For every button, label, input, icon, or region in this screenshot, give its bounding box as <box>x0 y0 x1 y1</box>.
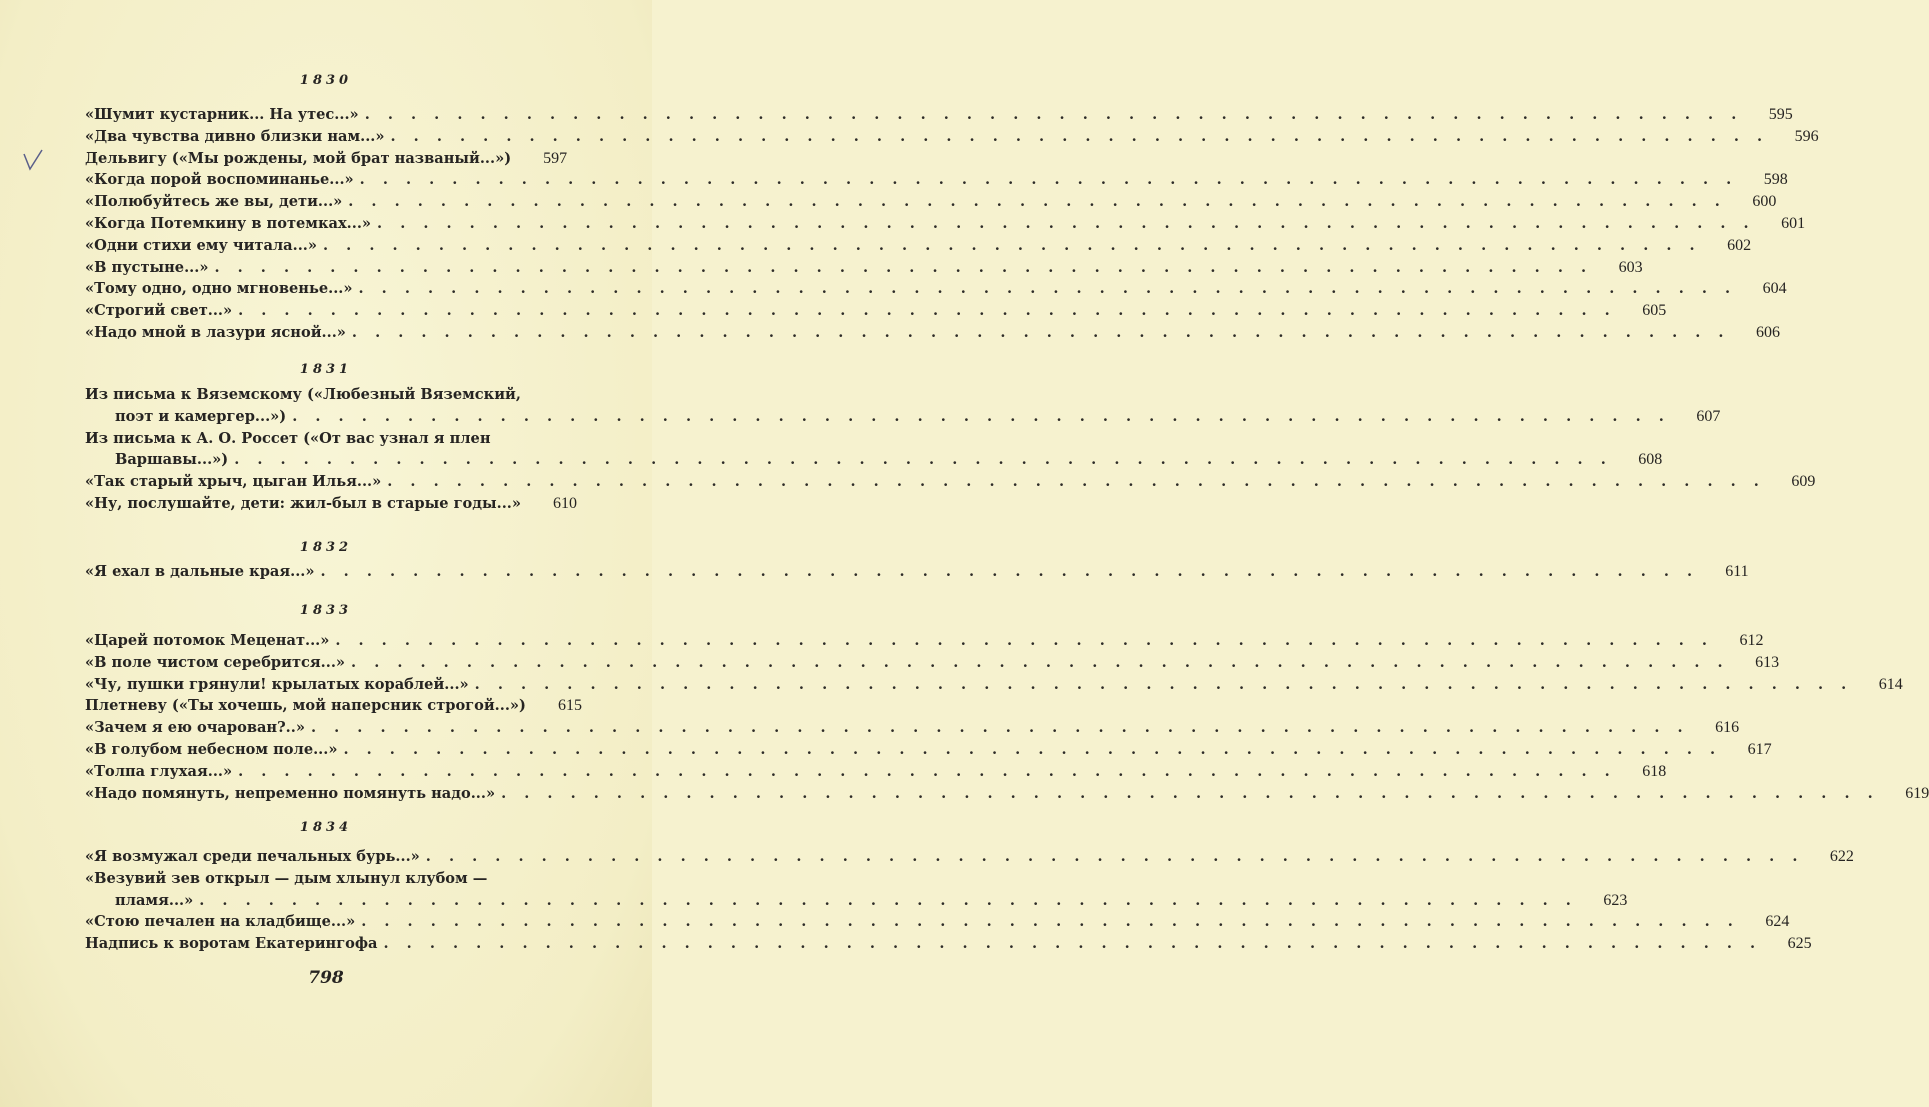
dot-leader: . . . . . . . . . . . . . . . . . . . . . . . . . . . . . . . . . . . . . . . . . . . . . . . . . . . . . . . . . . . . <box>310 719 1690 737</box>
toc-entry-line <box>85 257 1643 279</box>
dot-leader: . . . . . . . . . . . . . . . . . . . . . . . . . . . . . . . . . . . . . . . . . . . . . . . . . . . . . . . . . . . . <box>359 171 1738 189</box>
toc-entry-line <box>85 890 1628 912</box>
toc-section <box>85 104 1819 344</box>
toc-entry-line <box>85 868 565 890</box>
toc-entry-line <box>85 384 565 406</box>
toc-entry-title: Из письма к А. О. Россет («От вас узнал я плен <box>85 429 491 447</box>
toc-page-number: 601 <box>1781 214 1806 232</box>
toc-entry[interactable] <box>85 761 1667 783</box>
toc-entry-title: поэт и камергер...») <box>115 407 287 425</box>
toc-entry[interactable] <box>85 126 1819 148</box>
dot-leader: . . . . . . . . . . . . . . . . . . . . . . . . . . . . . . . . . . . . . . . . . . . . . . . . . . . . . . . . . . . . <box>214 258 1593 276</box>
toc-entry-title: «В голубом небесном поле...» <box>85 740 338 758</box>
toc-entry-line <box>85 213 1806 235</box>
toc-page-number: 602 <box>1727 236 1752 254</box>
dot-leader: . . . . . . . . . . . . . . . . . . . . . . . . . . . . . . . . . . . . . . . . . . . . . . . . . . . . . . . . . . . . <box>351 323 1731 341</box>
toc-entry-line <box>85 911 1790 933</box>
toc-entry[interactable] <box>85 911 1790 933</box>
toc-page-number: 607 <box>1696 407 1721 425</box>
section-year-heading: 1834 <box>299 820 353 835</box>
toc-entry[interactable] <box>85 868 1628 912</box>
toc-entry[interactable] <box>85 322 1781 344</box>
dot-leader: . . . . . . . . . . . . . . . . . . . . . . . . . . . . . . . . . . . . . . . . . . . . . . . . . . . . . . . . . . . . <box>348 193 1727 211</box>
section-year-heading: 1830 <box>299 73 353 88</box>
toc-entry[interactable] <box>85 169 1788 191</box>
toc-entry-title: «Зачем я ею очарован?..» <box>85 719 305 737</box>
section-year-heading: 1833 <box>299 603 353 618</box>
toc-entry-title: «Я ехал в дальные края...» <box>85 563 315 580</box>
dot-leader: . . . . . . . . . . . . . . . . . . . . . . . . . . . . . . . . . . . . . . . . . . . . . . . . . . . . . . . . . . . . <box>199 891 1578 909</box>
toc-entry[interactable] <box>85 213 1806 235</box>
toc-entry[interactable] <box>85 384 1721 428</box>
toc-page-number: 611 <box>1725 563 1749 580</box>
toc-entry[interactable] <box>85 104 1793 126</box>
handwritten-checkmark-icon <box>22 148 44 172</box>
toc-entry-title: «Когда Потемкину в потемках...» <box>85 214 372 232</box>
toc-entry-title: «Одни стихи ему читала...» <box>85 236 318 254</box>
toc-page-number: 615 <box>557 697 582 715</box>
dot-leader: . . . . . . . . . . . . . . . . . . . . . . . . . . . . . . . . . . . . . . . . . . . . . . . . . . . . . . . . . . . . <box>364 106 1743 123</box>
toc-entry-line <box>85 126 1819 148</box>
toc-section <box>85 630 1929 804</box>
toc-entry-title: «В пустыне...» <box>85 258 209 276</box>
toc-entry[interactable] <box>85 278 1787 300</box>
toc-entry-title: «Тому одно, одно мгновенье...» <box>85 280 353 298</box>
dot-leader: . . . . . . . . . . . . . . . . . . . . . . . . . . . . . . . . . . . . . . . . . . . . . . . . . . . . . . . . . . . . <box>320 563 1699 580</box>
dot-leader: . . . . . . . . . . . . . . . . . . . . . . . . . . . . . . . . . . . . . . . . . . . . . . . . . . . . . . . . . . . . <box>292 407 1671 425</box>
toc-entry-line <box>85 471 1816 493</box>
dot-leader: . . . . . . . . . . . . . . . . . . . . . . . . . . . . . . . . . . . . . . . . . . . . . . . . . . . . . . . . . . . . <box>361 913 1740 931</box>
toc-page-number: 600 <box>1752 193 1777 211</box>
toc-entry-title: «Везувий зев открыл — дым хлынул клубом — <box>85 869 488 887</box>
toc-page-number: 625 <box>1787 935 1812 953</box>
toc-entry[interactable] <box>85 652 1780 674</box>
toc-entry-line <box>85 739 1772 761</box>
toc-entry-line <box>85 104 1793 126</box>
toc-entry-title: «В поле чистом серебрится...» <box>85 653 346 671</box>
toc-entry-title: «Шумит кустарник... На утес...» <box>85 106 359 123</box>
toc-entry[interactable] <box>85 191 1777 213</box>
toc-entry-title: «Когда порой воспоминанье...» <box>85 171 354 189</box>
toc-entry-line <box>85 449 1663 471</box>
toc-entry-title: «Надо мной в лазури ясной...» <box>85 323 346 341</box>
toc-page-number: 605 <box>1642 302 1667 320</box>
toc-page-number: 612 <box>1739 632 1764 649</box>
toc-entry-title: «Чу, пушки грянули! крылатых кораблей...» <box>85 675 469 693</box>
toc-page-number: 608 <box>1638 451 1663 469</box>
toc-entry-title: «Стою печален на кладбище...» <box>85 913 356 931</box>
toc-entry-title: Варшавы...») <box>115 451 229 469</box>
toc-page-number: 623 <box>1603 891 1628 909</box>
toc-page-number: 610 <box>553 494 577 512</box>
toc-entry-line <box>85 674 1903 696</box>
toc-entry-line <box>85 235 1752 257</box>
toc-entry[interactable] <box>85 257 1643 279</box>
toc-entry[interactable] <box>85 695 582 717</box>
toc-page-number: 613 <box>1755 653 1780 671</box>
toc-entry-title: «Ну, послушайте, дети: жил-был в старые годы...» <box>85 494 521 512</box>
toc-entry-title: пламя...» <box>115 891 194 909</box>
toc-entry[interactable] <box>85 933 1812 955</box>
dot-leader: . . . . . . . . . . . . . . . . . . . . . . . . . . . . . . . . . . . . . . . . . . . . . . . . . . . . . . . . . . . . <box>335 632 1714 649</box>
toc-entry-line <box>85 300 1667 322</box>
toc-page-number: 614 <box>1878 675 1903 693</box>
toc-entry[interactable] <box>85 561 1749 583</box>
toc-page-number: 595 <box>1768 106 1793 123</box>
toc-page-number: 624 <box>1765 913 1790 931</box>
dot-leader: . . . . . . . . . . . . . . . . . . . . . . . . . . . . . . . . . . . . . . . . . . . . . . . . . . . . . . . . . . . . <box>474 675 1853 693</box>
toc-entry-line <box>85 428 565 450</box>
toc-entry-line <box>85 717 1740 739</box>
dot-leader: . . . . . . . . . . . . . . . . . . . . . . . . . . . . . . . . . . . . . . . . . . . . . . . . . . . . . . . . . . . . <box>377 214 1756 232</box>
toc-page-number: 619 <box>1905 784 1929 802</box>
toc-page-number: 604 <box>1762 280 1787 298</box>
toc-entry-line <box>85 406 1721 428</box>
toc-entry-line <box>85 148 568 170</box>
toc-page-number: 622 <box>1829 848 1854 865</box>
toc-entry-line <box>85 846 1854 868</box>
dot-leader: . . . . . . . . . . . . . . . . . . . . . . . . . . . . . . . . . . . . . . . . . . . . . . . . . . . . . . . . . . . . <box>234 451 1613 469</box>
toc-entry-line <box>85 761 1667 783</box>
toc-entry-line <box>85 933 1812 955</box>
toc-entry-line <box>85 169 1788 191</box>
toc-page-number: 609 <box>1791 473 1816 491</box>
section-year-heading: 1832 <box>299 540 353 555</box>
toc-entry-line <box>85 695 582 717</box>
toc-entry-line <box>85 278 1787 300</box>
toc-entry[interactable] <box>85 674 1903 696</box>
section-year-heading: 1831 <box>299 362 353 377</box>
page-number: 798 <box>308 968 344 988</box>
toc-section <box>85 846 1854 955</box>
toc-page-number: 617 <box>1747 740 1772 758</box>
dot-leader: . . . . . . . . . . . . . . . . . . . . . . . . . . . . . . . . . . . . . . . . . . . . . . . . . . . . . . . . . . . . <box>425 848 1804 865</box>
toc-page-number: 596 <box>1794 127 1819 145</box>
dot-leader: . . . . . . . . . . . . . . . . . . . . . . . . . . . . . . . . . . . . . . . . . . . . . . . . . . . . . . . . . . . . <box>358 280 1737 298</box>
toc-entry-title: «Царей потомок Меценат...» <box>85 632 330 649</box>
toc-entry-line <box>85 652 1780 674</box>
toc-page-number: 603 <box>1618 258 1643 276</box>
toc-entry-line <box>85 630 1764 652</box>
toc-section <box>85 384 1816 515</box>
dot-leader: . . . . . . . . . . . . . . . . . . . . . . . . . . . . . . . . . . . . . . . . . . . . . . . . . . . . . . . . . . . . <box>238 762 1617 780</box>
toc-section <box>85 561 1749 583</box>
dot-leader: . . . . . . . . . . . . . . . . . . . . . . . . . . . . . . . . . . . . . . . . . . . . . . . . . . . . . . . . . . . . <box>238 302 1617 320</box>
toc-entry-title: «Надо помянуть, непременно помянуть надо...» <box>85 784 496 802</box>
toc-entry-title: «Полюбуйтесь же вы, дети...» <box>85 193 343 211</box>
toc-entry-title: Из письма к Вяземскому («Любезный Вяземский, <box>85 386 521 403</box>
toc-entry-title: Надпись к воротам Екатерингофа <box>85 935 378 953</box>
toc-entry-title: Плетневу («Ты хочешь, мой наперсник строгой...») <box>85 697 526 715</box>
toc-entry-line <box>85 561 1749 583</box>
dot-leader: . . . . . . . . . . . . . . . . . . . . . . . . . . . . . . . . . . . . . . . . . . . . . . . . . . . . . . . . . . . . <box>343 740 1722 758</box>
toc-entry[interactable] <box>85 717 1740 739</box>
toc-entry-line <box>85 322 1781 344</box>
toc-entry-title: «Толпа глухая...» <box>85 762 233 780</box>
toc-entry[interactable] <box>85 148 568 170</box>
toc-entry-line <box>85 783 1929 805</box>
dot-leader: . . . . . . . . . . . . . . . . . . . . . . . . . . . . . . . . . . . . . . . . . . . . . . . . . . . . . . . . . . . . <box>501 784 1880 802</box>
toc-entry[interactable] <box>85 493 577 515</box>
toc-entry-title: «Строгий свет...» <box>85 302 233 320</box>
toc-entry-line <box>85 493 577 515</box>
dot-leader: . . . . . . . . . . . . . . . . . . . . . . . . . . . . . . . . . . . . . . . . . . . . . . . . . . . . . . . . . . . . <box>323 236 1702 254</box>
toc-entry[interactable] <box>85 846 1854 868</box>
dot-leader: . . . . . . . . . . . . . . . . . . . . . . . . . . . . . . . . . . . . . . . . . . . . . . . . . . . . . . . . . . . . <box>387 473 1766 491</box>
toc-entry-title: «Я возмужал среди печальных бурь...» <box>85 848 420 865</box>
toc-entry[interactable] <box>85 739 1772 761</box>
dot-leader: . . . . . . . . . . . . . . . . . . . . . . . . . . . . . . . . . . . . . . . . . . . . . . . . . . . . . . . . . . . . <box>390 127 1769 145</box>
toc-entry-title: Дельвигу («Мы рождены, мой брат названый...») <box>85 149 512 167</box>
toc-page-number: 616 <box>1715 719 1740 737</box>
toc-entry[interactable] <box>85 630 1764 652</box>
dot-leader: . . . . . . . . . . . . . . . . . . . . . . . . . . . . . . . . . . . . . . . . . . . . . . . . . . . . . . . . . . . . <box>351 653 1730 671</box>
toc-page-number: 606 <box>1756 323 1781 341</box>
toc-entry-title: «Так старый хрыч, цыган Илья...» <box>85 473 382 491</box>
toc-entry-line <box>85 191 1777 213</box>
toc-entry-title: «Два чувства дивно близки нам...» <box>85 127 385 145</box>
dot-leader: . . . . . . . . . . . . . . . . . . . . . . . . . . . . . . . . . . . . . . . . . . . . . . . . . . . . . . . . . . . . <box>383 935 1762 953</box>
toc-page-number: 618 <box>1642 762 1667 780</box>
toc-entry[interactable] <box>85 471 1816 493</box>
toc-entry[interactable] <box>85 300 1667 322</box>
toc-entry[interactable] <box>85 783 1929 805</box>
toc-entry[interactable] <box>85 235 1752 257</box>
toc-entry[interactable] <box>85 428 1663 472</box>
toc-page-number: 597 <box>543 149 568 167</box>
toc-page-number: 598 <box>1763 171 1788 189</box>
